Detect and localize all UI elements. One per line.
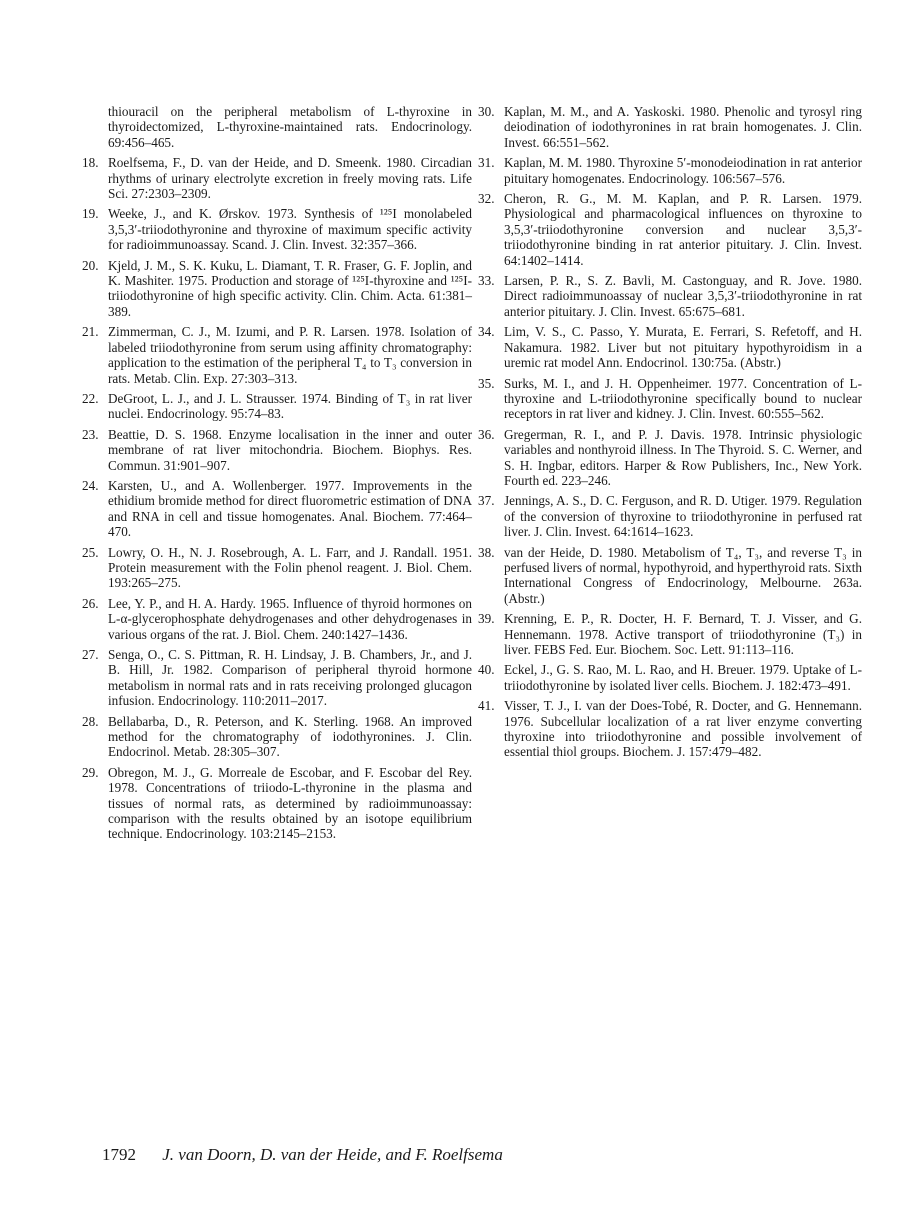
reference-text: Karsten, U., and A. Wollenberger. 1977. Improvements in the ethidium bromide method for direct fluorometric estimation of DNA and RNA in cell and tissue homogenates. Anal. Biochem. 77:464–470. (108, 477, 472, 540)
reference-text: DeGroot, L. J., and J. L. Strausser. 1974. Binding of T₃ in rat liver nuclei. Endocrinology. 95:74–83. (108, 390, 472, 422)
reference-text: Beattie, D. S. 1968. Enzyme localisation in the inner and outer membrane of rat liver mitochondria. Biochem. Biophys. Res. Commun. 31:901–907. (108, 426, 472, 473)
reference-column-right (478, 104, 862, 765)
reference-number: 27. (82, 647, 99, 662)
reference-text: Visser, T. J., I. van der Does-Tobé, R. Docter, and G. Hennemann. 1976. Subcellular localization of a rat liver enzyme converting thyroxine into triiodothyronine and possible involvement of essential thiol groups. Biochem. J. 157:479–482. (504, 698, 862, 760)
reference-number: 33. (478, 273, 495, 289)
reference-item (478, 662, 862, 693)
reference-item (478, 698, 862, 760)
reference-item (478, 376, 862, 422)
reference-item (82, 427, 472, 473)
reference-number: 31. (478, 155, 495, 171)
reference-text: Senga, O., C. S. Pittman, R. H. Lindsay, J. B. Chambers, Jr., and J. B. Hill, Jr. 1982. Comparison of peripheral thyroid hormone metabolism in normal rats and in rats receiving prolonged glucagon infusion. Endocrinology. 110:2011–2017. (108, 647, 472, 709)
reference-text: Lee, Y. P., and H. A. Hardy. 1965. Influence of thyroid hormones on L-α-glycerophosphate dehydrogenases and other dehydrogenases in various organs of the rat. J. Biol. Chem. 240:1427–1436. (108, 595, 472, 642)
reference-number: 25. (82, 544, 99, 560)
reference-number: 29. (82, 764, 99, 780)
reference-item (82, 714, 472, 760)
page-footer (102, 1145, 503, 1165)
reference-item (82, 765, 472, 842)
reference-item (82, 258, 472, 320)
reference-text: Lim, V. S., C. Passo, Y. Murata, E. Ferrari, S. Refetoff, and H. Nakamura. 1982. Liver but not pituitary hypothyroidism in a uremic rat model Ann. Endocrinol. 130:75a. (Abstr.) (504, 324, 862, 371)
running-authors: J. van Doorn, D. van der Heide, and F. Roelfsema (162, 1145, 503, 1164)
reference-number: 21. (82, 324, 99, 340)
reference-number: 26. (82, 595, 99, 611)
reference-text: Weeke, J., and K. Ørskov. 1973. Synthesis of ¹²⁵I monolabeled 3,5,3′-triiodothyronine and thyroxine of maximum specific activity for radioimmunoassay. Scand. J. Clin. Invest. 32:357–366. (108, 206, 472, 253)
reference-item (478, 324, 862, 370)
reference-item (82, 391, 472, 422)
reference-text: Gregerman, R. I., and P. J. Davis. 1978. Intrinsic physiologic variables and nonthyroid illness. In The Thyroid. S. C. Werner, and S. H. Ingbar, editors. Harper & Row Publishers, Inc., New York. Fourth ed. 223–246. (504, 426, 862, 488)
reference-text: Surks, M. I., and J. H. Oppenheimer. 1977. Concentration of L-thyroxine and L-triiodothyronine specifically bound to nuclear receptors in rat liver and kidney. J. Clin. Invest. 60:555–562. (504, 375, 862, 422)
reference-text: Bellabarba, D., R. Peterson, and K. Sterling. 1968. An improved method for the chromatography of iodothyronines. J. Clin. Endocrinol. Metab. 28:305–307. (108, 713, 472, 760)
reference-item (478, 155, 862, 186)
reference-text: Jennings, A. S., D. C. Ferguson, and R. D. Utiger. 1979. Regulation of the conversion of thyroxine to triiodothyronine in perfused rat liver. J. Clin. Invest. 64:1614–1623. (504, 493, 862, 540)
reference-item (478, 545, 862, 607)
reference-number: 24. (82, 477, 99, 493)
reference-text: Kjeld, J. M., S. K. Kuku, L. Diamant, T. R. Fraser, G. F. Joplin, and K. Mashiter. 1975. Production and storage of ¹²⁵I-thyroxine and ¹²⁵I-triiodothyronine of high specific activity. Clin. Chim. Acta. 61:381–389. (108, 257, 472, 319)
reference-number: 32. (478, 191, 495, 207)
reference-text: Lowry, O. H., N. J. Rosebrough, A. L. Farr, and J. Randall. 1951. Protein measurement with the Folin phenol reagent. J. Biol. Chem. 193:265–275. (108, 544, 472, 591)
reference-text: Cheron, R. G., M. M. Kaplan, and P. R. Larsen. 1979. Physiological and pharmacological influences on thyroxine to 3,5,3′-triiodothyronine conversion and nuclear 3,5,3′-triiodothyronine binding in rat anterior pituitary. J. Clin. Invest. 64:1402–1414. (504, 191, 862, 268)
reference-item (478, 611, 862, 657)
reference-number: 23. (82, 426, 99, 442)
reference-item (82, 596, 472, 642)
reference-number: 34. (478, 324, 495, 340)
reference-text: Obregon, M. J., G. Morreale de Escobar, and F. Escobar del Rey. 1978. Concentrations of triiodo-L-thyronine in the plasma and tissues of normal rats, as determined by radioimmunoassay: comparison with the results obtained by an isotope equilibrium technique. Endocrinology. 103:2145–2153. (108, 764, 472, 842)
reference-item (478, 273, 862, 319)
reference-number: 19. (82, 206, 99, 222)
reference-item (478, 191, 862, 268)
reference-number: 30. (478, 104, 495, 119)
reference-text: van der Heide, D. 1980. Metabolism of T₄, T₃, and reverse T₃ in perfused livers of normal, hypothyroid, and hyperthyroid rats. Sixth International Congress of Endocrinology, Melbourne. 263a. (Abstr.) (504, 544, 862, 606)
reference-text: Kaplan, M. M. 1980. Thyroxine 5′-monodeiodination in rat anterior pituitary homogenates. Endocrinology. 106:567–576. (504, 155, 862, 186)
reference-text: Zimmerman, C. J., M. Izumi, and P. R. Larsen. 1978. Isolation of labeled triiodothyronine from serum using affinity chromatography: application to the estimation of the peripheral T₄ to T₃ conversion in rats. Metab. Clin. Exp. 27:303–313. (108, 324, 472, 386)
reference-text: thiouracil on the peripheral metabolism of L-thyroxine in thyroidectomized, L-thyroxine-maintained rats. Endocrinology. 69:456–465. (108, 104, 472, 150)
reference-item (478, 493, 862, 539)
reference-number: 36. (478, 426, 495, 442)
reference-item (82, 324, 472, 386)
reference-item (82, 206, 472, 252)
reference-text: Roelfsema, F., D. van der Heide, and D. Smeenk. 1980. Circadian rhythms of urinary electrolyte excretion in freely moving rats. Life Sci. 27:2303–2309. (108, 155, 472, 202)
reference-item (82, 104, 472, 150)
reference-item (82, 478, 472, 540)
reference-item (478, 427, 862, 489)
reference-number: 39. (478, 611, 495, 627)
reference-number: 41. (478, 698, 495, 714)
reference-number: 40. (478, 662, 495, 678)
reference-number: 35. (478, 375, 495, 391)
reference-text: Krenning, E. P., R. Docter, H. F. Bernard, T. J. Visser, and G. Hennemann. 1978. Active transport of triiodothyronine (T₃) in liver. FEBS Fed. Eur. Biochem. Soc. Lett. 91:113–116. (504, 611, 862, 657)
reference-number: 20. (82, 257, 99, 273)
page-number: 1792 (102, 1145, 136, 1164)
reference-number: 28. (82, 713, 99, 729)
reference-item (82, 647, 472, 709)
reference-number: 22. (82, 390, 99, 406)
reference-number: 37. (478, 493, 495, 509)
reference-column-left (82, 104, 472, 847)
reference-number: 18. (82, 155, 99, 171)
reference-item (478, 104, 862, 150)
reference-number: 38. (478, 544, 495, 560)
reference-item (82, 545, 472, 591)
reference-text: Larsen, P. R., S. Z. Bavli, M. Castonguay, and R. Jove. 1980. Direct radioimmunoassay of nuclear 3,5,3′-triiodothyronine in rat anterior pituitary. J. Clin. Invest. 65:675–681. (504, 273, 862, 319)
reference-item (82, 155, 472, 201)
reference-text: Eckel, J., G. S. Rao, M. L. Rao, and H. Breuer. 1979. Uptake of L-triiodothyronine by isolated liver cells. Biochem. J. 182:473–491. (504, 662, 862, 693)
reference-text: Kaplan, M. M., and A. Yaskoski. 1980. Phenolic and tyrosyl ring deiodination of iodothyronines in rat brain homogenates. J. Clin. Invest. 66:551–562. (504, 104, 862, 150)
